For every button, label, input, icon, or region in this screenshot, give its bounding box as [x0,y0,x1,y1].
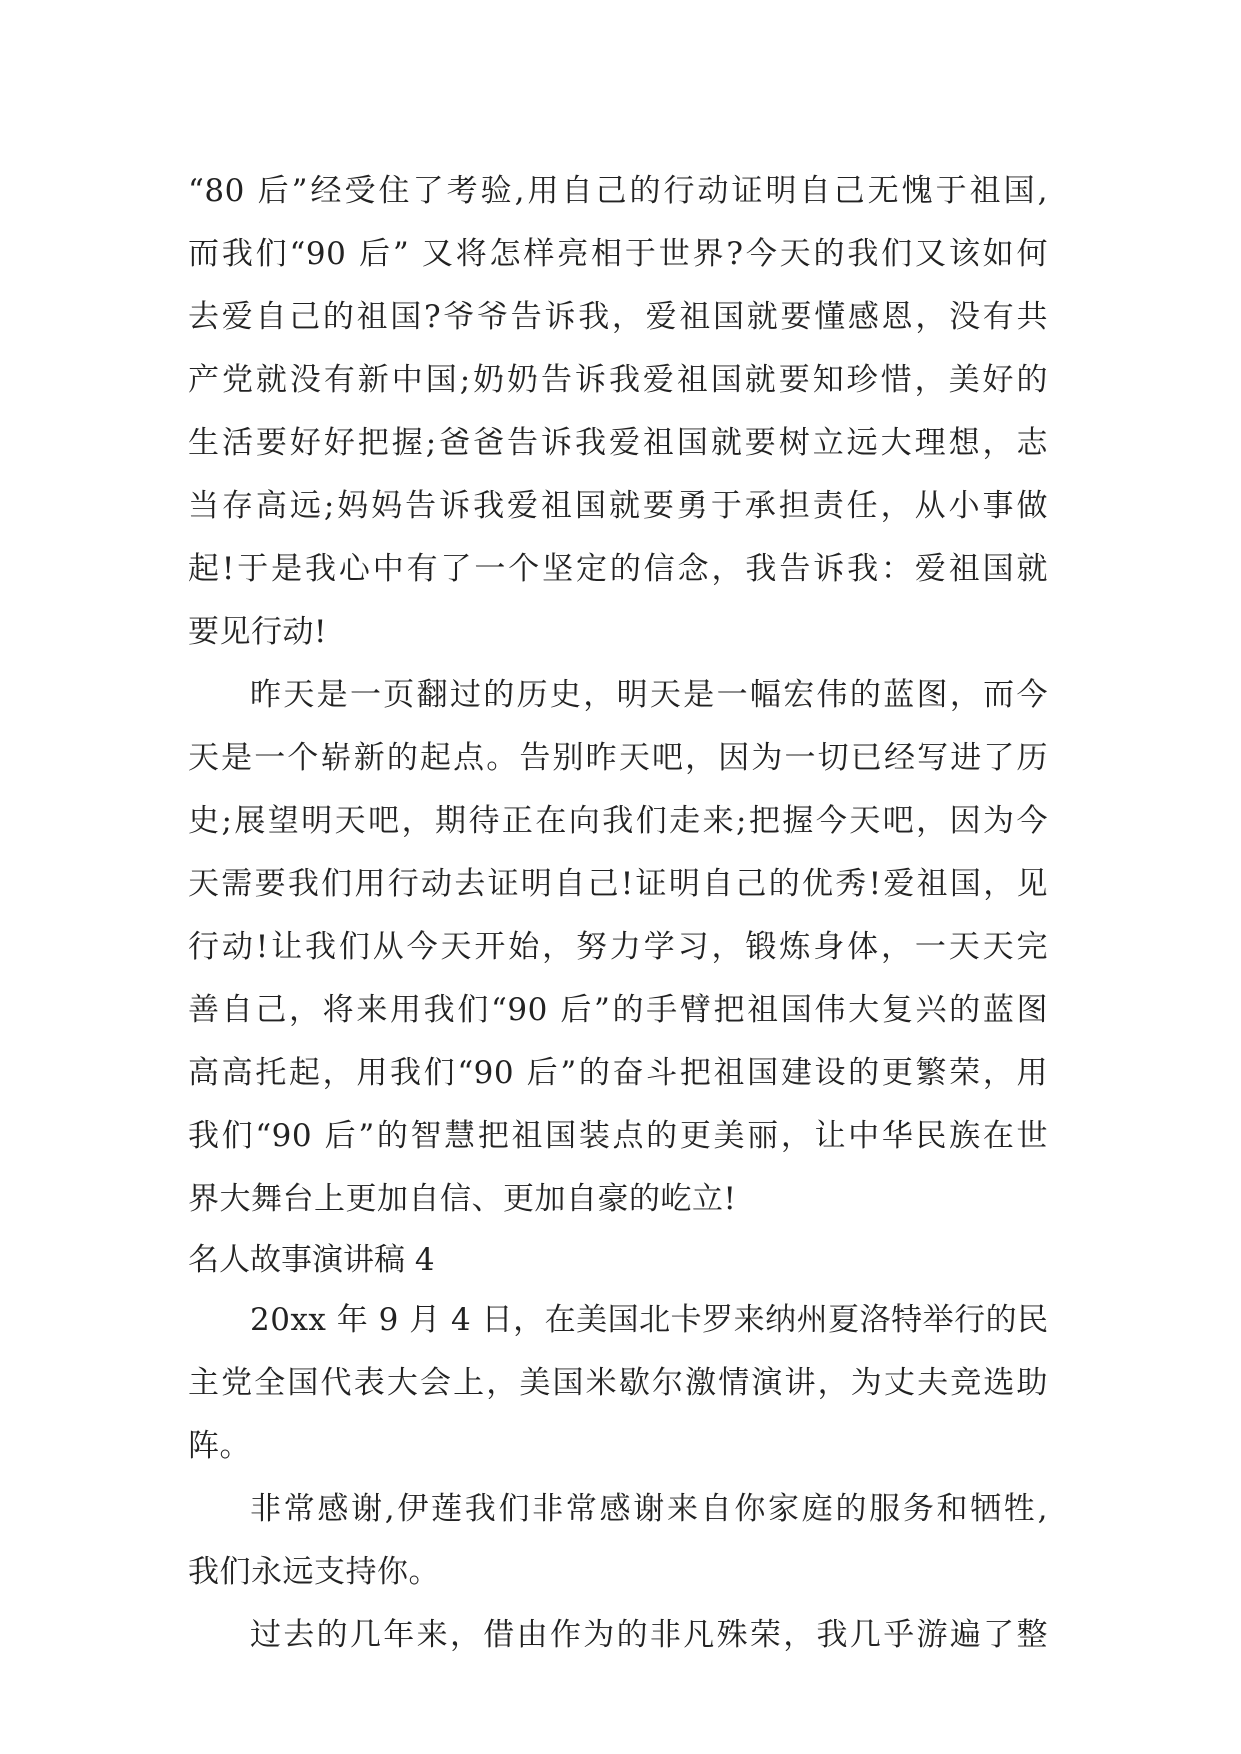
text-line: 天需要我们用行动去证明自己!证明自己的优秀!爱祖国，见 [188,866,1048,902]
text-line: 史;展望明天吧，期待正在向我们走来;把握今天吧，因为今 [188,803,1048,839]
text-line: 生活要好好把握;爸爸告诉我爱祖国就要树立远大理想，志 [188,425,1048,461]
text-line: 而我们“90 后” 又将怎样亮相于世界?今天的我们又该如何 [188,236,1048,272]
paragraph-2 [188,664,1048,1231]
paragraph-5 [188,1604,1048,1667]
text-line: 行动!让我们从今天开始，努力学习，锻炼身体，一天天完 [188,929,1048,965]
text-line: 善自己，将来用我们“90 后”的手臂把祖国伟大复兴的蓝图 [188,992,1048,1028]
text-line: 20xx 年 9 月 4 日，在美国北卡罗来纳州夏洛特举行的民 [250,1302,1049,1338]
document-page [188,160,1048,1667]
text-line: 非常感谢,伊莲我们非常感谢来自你家庭的服务和牺牲, [250,1491,1048,1527]
text-line: “80 后”经受住了考验,用自己的行动证明自己无愧于祖国, [188,173,1048,209]
paragraph-1 [188,160,1048,664]
text-line: 阵。 [188,1428,251,1464]
text-line: 过去的几年来，借由作为的非凡殊荣，我几乎游遍了整 [250,1617,1048,1653]
text-line: 天是一个崭新的起点。告别昨天吧，因为一切已经写进了历 [188,740,1048,776]
text-line: 昨天是一页翻过的历史，明天是一幅宏伟的蓝图，而今 [250,677,1048,713]
text-line: 当存高远;妈妈告诉我爱祖国就要勇于承担责任，从小事做 [188,488,1048,524]
text-line: 高高托起，用我们“90 后”的奋斗把祖国建设的更繁荣，用 [188,1055,1048,1091]
text-line: 界大舞台上更加自信、更加自豪的屹立! [188,1181,737,1217]
text-line: 我们永远支持你。 [188,1554,440,1590]
text-line: 要见行动! [188,614,327,650]
text-line: 主党全国代表大会上，美国米歇尔激情演讲，为丈夫竞选助 [188,1365,1048,1401]
text-line: 我们“90 后”的智慧把祖国装点的更美丽，让中华民族在世 [188,1118,1048,1154]
section-heading: 名人故事演讲稿 4 [188,1242,435,1278]
paragraph-4 [188,1478,1048,1604]
paragraph-3 [188,1289,1048,1478]
text-line: 起!于是我心中有了一个坚定的信念，我告诉我：爱祖国就 [188,551,1048,587]
text-line: 产党就没有新中国;奶奶告诉我爱祖国就要知珍惜，美好的 [188,362,1048,398]
text-line: 去爱自己的祖国?爷爷告诉我，爱祖国就要懂感恩，没有共 [188,299,1048,335]
